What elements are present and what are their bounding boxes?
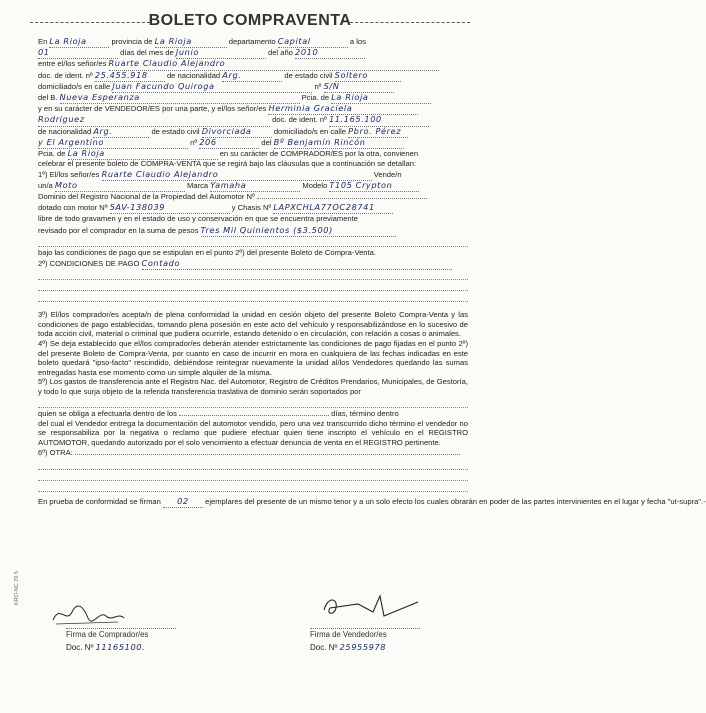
seller-signature-scribble [318, 590, 428, 624]
motor-field: 5AV-138039 [110, 202, 230, 214]
buyer-doc-number: 11165100. [95, 642, 146, 652]
clause1-seller-line: 1º) El/los señor/es Ruarte Claudio Alejandro Vende/n [38, 169, 468, 180]
clause4-text: 4º) Se deja establecido que el/los comprador/es deberán atender estrictamente las condiciones de pago fijadas en el punto 2º) del presente Boleto de Compra-Venta, por cuanto en caso de incurrir en mora en cualquiera de las fechas indicadas en este boleto quedará "ipso-facto" rescindido, debiéndose reintegrar nuevamente la unidad al/los Vendedores quedando las sumas entregadas hasta ese momento como un simple alquiler de la misma. [38, 338, 468, 377]
seller-doc-field: 25.455.918 [95, 70, 165, 82]
condiciones-line: bajo las condiciones de pago que se estipulan en el punto 2º) del presente Boleto de Compra-Venta. [38, 247, 376, 257]
buyer-name-field: Herminia Graciela [268, 103, 418, 115]
buyer-number-field: 206 [199, 137, 259, 149]
contract-body [38, 36, 706, 507]
buyer-signature [48, 598, 128, 628]
seller-civil-field: Soltero [335, 70, 401, 82]
clause1-seller-field: Ruarte Claudio Alejandro [102, 169, 372, 181]
buyer-nationality-field: Arg. [93, 126, 149, 138]
day-field: 01 [38, 47, 118, 59]
seller-signature-label: Firma de Vendedor/es [310, 628, 420, 639]
buyer-signature-label: Firma de Comprador/es [66, 628, 176, 639]
title-text: BOLETO COMPRAVENTA [141, 12, 360, 30]
closing-line: En prueba de conformidad se firman 02 ejemplares del presente de un mismo tenor y a un solo efecto los cuales obrarán en poder de las partes intervinientes en el lugar y fecha "ut-supra".- [38, 496, 468, 507]
buyer-doc-line: Rodriguez doc. de ident. nº 11.165.100 [38, 114, 468, 125]
clause5-term-line: quien se obliga a efectuarla dentro de los días, término dentro [38, 408, 399, 418]
seller-number-field: S/N [324, 81, 394, 93]
seller-barrio-field: Nueva Esperanza [60, 92, 300, 104]
buyer-doc-field: 11.165.100 [329, 114, 429, 126]
clause1-vehicle-line: un/a Moto Marca Yamaha Modelo T105 Crypton [38, 180, 468, 191]
price-field: Tres Mil Quinientos ($3.500) [201, 225, 396, 237]
buyer-street2-field: y El Argentino [38, 137, 188, 149]
chasis-field: LAPXCHLA77OC28741 [273, 202, 393, 214]
seller-name-line: entre el/los señor/es Ruarte Claudio Alejandro [38, 58, 468, 69]
signatures [38, 590, 468, 670]
seller-doc-number: 25955978 [339, 642, 387, 652]
buyer-name-line: y en su carácter de VENDEDOR/ES por una parte, y el/los señor/es Herminia Graciela [38, 103, 468, 114]
libre-line: libre de todo gravamen y en el estado de uso y conservación en que se encuentra previamente [38, 214, 358, 224]
buyer-pcia-line: Pcia. de La Rioja en su carácter de COMPRADOR/ES por la otra, convienen [38, 148, 468, 159]
seller-nationality-field: Arg. [222, 70, 282, 82]
clause2-line: 2º) CONDICIONES DE PAGO Contado [38, 258, 468, 269]
motor-chasis-line: dotado con motor Nº 5AV-138039 y Chasis Nº LAPXCHLA77OC28741 [38, 202, 468, 213]
vehicle-type-field: Moto [55, 180, 185, 192]
intro-line-2: 01 días del mes de Junio del año 2010 [38, 47, 468, 58]
buyer-pcia-field: La Rioja [68, 148, 218, 160]
payment-field: Contado [142, 258, 452, 270]
dominio-line: Dominio del Registro Nacional de la Propiedad del Automotor Nº [38, 191, 468, 202]
buyer-barrio-field: Bº Benjamín Rincón [274, 137, 404, 149]
buyer-doc: Doc. Nº 11165100. [66, 642, 146, 652]
suma-line: revisado por el comprador en la suma de pesos Tres Mil Quinientos ($3.500) [38, 225, 468, 236]
seller-doc: Doc. Nº 25955978 [310, 642, 387, 652]
seller-name-field: Ruarte Claudio Alejandro [109, 58, 439, 70]
intro-line-1: En La Rioja provincia de La Rioja departamento Capital a los [38, 36, 468, 47]
document-title [0, 12, 500, 30]
month-field: Junio [176, 47, 266, 59]
department-field: Capital [278, 36, 348, 48]
clause3-text: 3º) El/los comprador/es acepta/n de plena conformidad la unidad en cesión objeto del presente Boleto Compra-Venta y las condiciones de pago establecidas, tomando plena posesión en este acto del vehículo y responsabilizándose en lo sucesivo de toda acción civil, material o criminal que pudiera ocurrirle, estando detenido o en circulación, con relación a cosas o animales. [38, 310, 468, 339]
copies-field: 02 [163, 496, 203, 508]
buyer-surname-field: Rodriguez [38, 114, 270, 126]
seller-street-field: Juan Facundo Quiroga [112, 81, 312, 93]
buyer-signature-scribble [48, 598, 128, 628]
clause5-text: 5º) Los gastos de transferencia ante el Registro Nac. del Automotor, Registro de Créditos Prendarios, Municipales, de Gestoría, y todo lo que surja objeto de la referida transferencia traslativa de dominio serán soportados por [38, 377, 468, 396]
clause6-line: 6º) OTRA: [38, 447, 468, 458]
vehicle-model-field: T105 Crypton [329, 180, 419, 192]
buyer-civil-line: de nacionalidad Arg. de estado civil Divorciada domiciliado/s en calle Pbro. Pérez [38, 126, 468, 137]
buyer-street-field: Pbro. Pérez [348, 126, 408, 138]
seller-signature [318, 590, 428, 624]
seller-barrio-line: del B. Nueva Esperanza Pcia. de La Rioja [38, 92, 468, 103]
clause5-rest-text: del cual el Vendedor entrega la documentación del automotor vendido, pero una vez transcurrido dicho término el vendedor no se responsabiliza por la negativa o reclamo que pudiere efectuar quien tiene inscripto el vehículo en el REGISTRO AUTOMOTOR, quedando autorizado por el solo vencimiento a efectuar denuncia de venta en el REGISTRO pertinente. [38, 418, 468, 447]
seller-pcia-field: La Rioja [331, 92, 431, 104]
side-code: KRO-NC 70 5 [14, 571, 20, 605]
seller-address-line: domiciliado/s en calle Juan Facundo Quiroga nº S/N [38, 81, 468, 92]
seller-doc-line: doc. de ident. nº 25.455.918 de nacionalidad Arg. de estado civil Soltero [38, 70, 468, 81]
celebrar-text: celebrar el presente boleto de COMPRA-VENTA que se regirá bajo las cláusulas que a continuación se detallan: [38, 159, 417, 169]
province-field: La Rioja [155, 36, 227, 48]
year-field: 2010 [295, 47, 365, 59]
city-field: La Rioja [49, 36, 109, 48]
buyer-address-line: y El Argentino nº 206 del Bº Benjamín Rincón [38, 137, 468, 148]
buyer-civil-field: Divorciada [202, 126, 272, 138]
vehicle-brand-field: Yamaha [210, 180, 300, 192]
